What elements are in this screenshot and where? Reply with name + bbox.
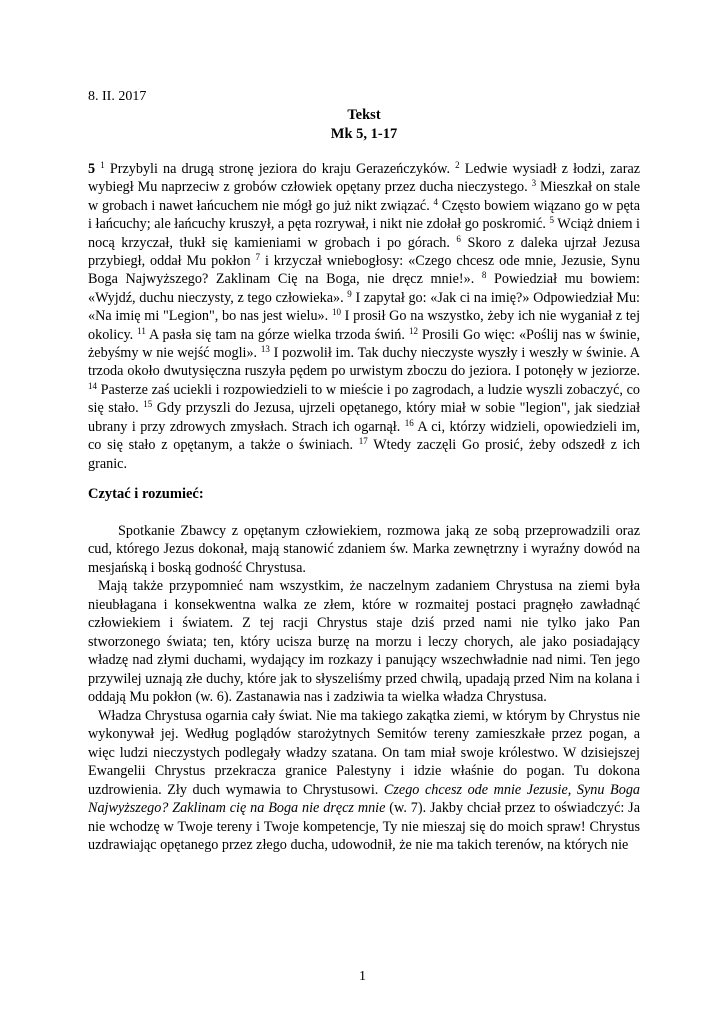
commentary-paragraph-3 — [88, 707, 640, 855]
verse-number: 8 — [481, 270, 487, 281]
verse-text: Mieszkał on stale w grobach i nawet łańcuchem nie mógł go już nikt związać. — [88, 179, 640, 214]
verse-number: 15 — [143, 399, 153, 410]
verse-text: Prosili Go więc: «Poślij nas w świnie, żebyśmy w nie wejść mogli». — [88, 326, 641, 362]
paragraph-3-end: (w. 7). Jakby chciał przez to oświadczyć: Ja nie wchodzę w Twoje tereny i Twoje kompetencje, Ty nie mieszaj się do moich spraw! Chrystus uzdrawiając opętanego przez złego ducha, udowodnił, że nie ma takich terenów, na których nie — [88, 800, 641, 854]
verse-text: A pasła się tam na górze wielka trzoda świń. — [149, 326, 405, 343]
verse-number: 2 — [455, 160, 460, 170]
verse-number: 6 — [456, 233, 461, 244]
document-date: 8. II. 2017 — [88, 89, 147, 104]
paragraph-3-start: Władza Chrystusa ogarnia cały świat. Nie ma takiego zakątka ziemi, w którym by Chrystus nie wykonywał jej. Według poglądów starożytnych Semitów tereny zamieszkałe przez pogan, a więc ludzi nieczystych podlegały władzy szatana. On tam miał swoje królestwo. W dzisiejszej Ewangelii Chrystus przekracza granice Palestyny i idzie właśnie do pogan. Tu dokona uzdrowienia. Zły duch wymawia to Chrystusowi. — [88, 707, 640, 798]
document-title: Tekst — [347, 107, 381, 123]
verse-text: Gdy przyszli do Jezusa, ujrzeli opętanego, który miał w sobie "legion", jak siedział ubrany i przy zdrowych zmysłach. Strach ich ogarnął. — [88, 400, 641, 435]
verse-number: 4 — [433, 196, 438, 207]
verse-text: I prosił Go na wszystko, żeby ich nie wyganiał z tej okolicy. — [88, 308, 641, 343]
commentary-paragraph-1: Spotkanie Zbawcy z opętanym człowiekiem, rozmowa jaką ze sobą przeprowadzili oraz cud, którego Jezus dokonał, mają stanowić zdaniem św. Marka zewnętrzny i wyraźny dowód na mesjańską i boską godność Chrystusa. — [88, 522, 640, 576]
commentary-paragraph-2: Mają także przypomnieć nam wszystkim, że naczelnym zadaniem Chrystusa na ziemi była nieubłagana i konsekwentna walka ze złem, które w rozmaitej postaci pragnęło zawładnąć człowiekiem i światem. Z tej racji Chrystus staje dziś przed nami nie tylko jako Pan stworzonego świata; ten, który ucisza burzę na morzu i leczy chorych, ale jako posiadający władzę nad złymi duchami, wydający im rozkazy i panujący wszechwładnie nad nimi. Ten jego przywilej uznają złe duchy, które jak to słyszeliśmy przed chwilą, upadają przed Nim na kolana i oddają Mu pokłon (w. 6). Zastanawia nas i zadziwia ta wielka władza Chrystusa. — [88, 578, 640, 706]
verse-number: 11 — [137, 325, 146, 336]
verse-text: i krzyczał wniebogłosy: «Czego chcesz ode mnie, Jezusie, Synu Boga Najwyższego? Zaklinam Cię na Boga, nie dręcz mnie!». — [88, 253, 641, 288]
verse-number: 14 — [88, 380, 97, 391]
scripture-text — [88, 160, 640, 473]
section-heading: Czytać i rozumieć: — [88, 485, 204, 502]
page-number: 1 — [359, 969, 366, 984]
verse-text: I zapytał go: «Jak ci na imię?» Odpowiedział Mu: «Na imię mi "Legion", bo nas jest wielu». — [88, 289, 640, 325]
verse-number: 1 — [100, 160, 105, 170]
verse-text: Przybyli na drugą stronę jeziora do kraju Gerazeńczyków. — [109, 161, 451, 177]
verse-number: 9 — [347, 288, 352, 299]
verse-text: Powiedział mu bowiem: «Wyjdź, duchu nieczysty, z tego człowieka». — [88, 271, 640, 306]
verse-number: 5 — [549, 215, 554, 226]
verse-text: Wtedy zaczęli Go prosić, żeby odszedł z ich granic. — [88, 437, 640, 472]
verse-number: 3 — [531, 178, 537, 189]
verse-number: 17 — [358, 436, 368, 447]
verse-number: 16 — [404, 417, 414, 428]
verse-number: 10 — [331, 307, 341, 318]
verse-number: 12 — [408, 325, 418, 336]
verse-text: A ci, którzy widzieli, opowiedzieli im, co się stało z opętanym, a także o świniach. — [88, 418, 641, 454]
scripture-reference: Mk 5, 1-17 — [330, 126, 398, 142]
paragraph-3-quote: Czego chcesz ode mnie Jezusie, Synu Boga Najwyższego? Zaklinam cię na Boga nie dręcz mnie — [88, 781, 641, 817]
document-page — [88, 88, 640, 855]
verse-number: 7 — [255, 252, 260, 263]
verse-text: Często bowiem wiązano go w pęta i łańcuchy; ale łańcuchy kruszył, a pęta rozrywał, i nikt nie zdołał go poskromić. — [88, 197, 641, 233]
verse-text: Wciąż dniem i nocą krzyczał, tłukł się kamieniami w grobach i po górach. — [88, 216, 641, 251]
verses — [88, 161, 640, 472]
verse-text: Skoro z daleka ujrzał Jezusa przybiegł, oddał Mu pokłon — [88, 234, 641, 270]
verse-text: Ledwie wysiadł z łodzi, zaraz wybiegł Mu naprzeciw z grobów człowiek opętany przez ducha nieczystego. — [88, 161, 641, 196]
verse-text: Pasterze zaś uciekli i rozpowiedzieli to w mieście i po zagrodach, a ludzie wyszli zobaczyć, co się stało. — [88, 381, 641, 417]
verse-text: I pozwolił im. Tak duchy nieczyste wyszły i weszły w świnie. A trzoda około dwutysięczna ruszyła pędem po urwistym zboczu do jeziora. I potonęły w jeziorze. — [88, 345, 640, 380]
chapter-number: 5 — [88, 161, 96, 177]
verse-number: 13 — [260, 344, 270, 355]
